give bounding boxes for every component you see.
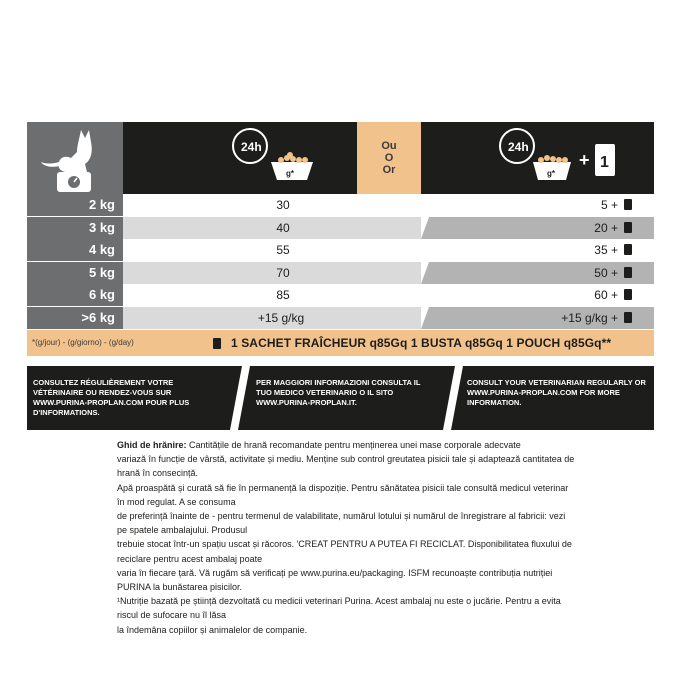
clock-24h-icon bbox=[233, 129, 267, 163]
mixed-amount-cell bbox=[421, 239, 654, 261]
footer-en-line: INFORMATION. bbox=[467, 398, 522, 407]
legal-line: varia în fiecare țară. Vă rugăm să verificați pe www.purina.eu/packaging. ISFM recunoaște contribuția nutriției PURINA la bunăstarea pisicilor. bbox=[117, 567, 553, 593]
weight-label: 6 kg bbox=[27, 284, 123, 306]
or-it: O bbox=[384, 152, 394, 164]
dry-amount-cell bbox=[123, 307, 421, 329]
footer-fr-line: D'INFORMATIONS. bbox=[33, 408, 100, 417]
footer-en-line: WWW.PURINA-PROPLAN.COM FOR MORE bbox=[467, 388, 620, 397]
grams-label-dry: g* bbox=[286, 169, 294, 178]
header-cat-scale bbox=[27, 122, 123, 194]
or-fr: Ou bbox=[381, 140, 397, 152]
feeding-row bbox=[27, 284, 654, 306]
footer-fr-line: VÉTÉRINAIRE OU RENDEZ-VOUS SUR bbox=[33, 388, 172, 397]
weight-label: 4 kg bbox=[27, 239, 123, 261]
feeding-row bbox=[27, 307, 654, 329]
row-shading bbox=[421, 194, 654, 216]
dry-amount-cell bbox=[123, 239, 421, 261]
pouch-icon bbox=[213, 338, 221, 349]
weight-label: >6 kg bbox=[27, 307, 123, 329]
mixed-amount-cell bbox=[421, 262, 654, 284]
mixed-amount-cell bbox=[421, 284, 654, 306]
dry-bowl-icon bbox=[533, 155, 571, 180]
mixed-amount-cell bbox=[421, 194, 654, 216]
footer-en bbox=[453, 366, 654, 430]
dry-amount-cell bbox=[123, 262, 421, 284]
footer-it-line: TUO MEDICO VETERINARIO O IL SITO bbox=[256, 388, 394, 397]
row-shading bbox=[421, 217, 654, 239]
or-en: Or bbox=[382, 164, 396, 176]
or-separator bbox=[357, 122, 421, 194]
pouch-icon bbox=[624, 312, 632, 323]
header-mixed-food bbox=[421, 122, 654, 194]
plus-one-label: 1 bbox=[600, 154, 609, 171]
units-and-pouch-row bbox=[27, 330, 654, 356]
pouch-icon bbox=[624, 222, 632, 233]
feeding-guide-text bbox=[117, 438, 577, 637]
plus-sign: + bbox=[579, 150, 590, 170]
footer-divider bbox=[230, 366, 250, 430]
pouch-icon bbox=[624, 267, 632, 278]
weight-label: 5 kg bbox=[27, 262, 123, 284]
dry-amount: 55 bbox=[276, 243, 290, 258]
mixed-amount: +15 g/kg + bbox=[561, 311, 618, 325]
dry-amount: 40 bbox=[276, 220, 290, 235]
pouch-one-icon bbox=[595, 144, 615, 176]
dry-amount-cell bbox=[123, 217, 421, 239]
clock-label-2: 24h bbox=[508, 140, 529, 154]
footer-it-line: WWW.PURINA-PROPLAN.IT. bbox=[256, 398, 357, 407]
dry-amount-cell bbox=[123, 194, 421, 216]
clock-label: 24h bbox=[241, 140, 262, 154]
feeding-table bbox=[27, 122, 654, 430]
footer-en-line: CONSULT YOUR VETERINARIAN REGULARLY OR bbox=[467, 378, 646, 387]
feeding-row bbox=[27, 217, 654, 239]
dry-bowl-icon bbox=[271, 152, 313, 180]
row-shading bbox=[421, 284, 654, 306]
mixed-amount: 20 + bbox=[594, 220, 618, 235]
footer-fr bbox=[27, 366, 240, 430]
pouch-size-label: 1 SACHET FRAÎCHEUR q85Gq 1 BUSTA q85Gq 1 POUCH q85Gq** bbox=[231, 336, 612, 350]
row-shading bbox=[421, 262, 654, 284]
row-shading bbox=[421, 239, 654, 261]
pouch-icon bbox=[624, 244, 632, 255]
mixed-amount: 60 + bbox=[594, 288, 618, 303]
weight-label: 3 kg bbox=[27, 217, 123, 239]
pouch-icon bbox=[624, 199, 632, 210]
pouch-icon bbox=[624, 289, 632, 300]
clock-24h-icon bbox=[500, 129, 534, 163]
footer-it bbox=[240, 366, 453, 430]
legal-line: Cantitățile de hrană recomandate pentru menținerea unei mase corporale adecvate bbox=[186, 440, 521, 450]
dry-amount: +15 g/kg bbox=[257, 311, 305, 325]
feeding-row bbox=[27, 239, 654, 261]
dry-amount: 70 bbox=[276, 265, 290, 280]
footer-fr-line: WWW.PURINA-PROPLAN.COM POUR PLUS bbox=[33, 398, 190, 407]
mixed-amount: 35 + bbox=[594, 243, 618, 258]
legal-line: ¹Nutriție bazată pe știință dezvoltată cu medicii veterinari Purina. Acest ambalaj nu este o jucărie. Pentru a evita riscul de sufocare nu îl lăsa bbox=[117, 596, 561, 621]
footer-fr-line: CONSULTEZ RÉGULIÈREMENT VOTRE bbox=[33, 378, 174, 387]
legal-line: la îndemâna copiilor și animalelor de companie. bbox=[117, 624, 308, 635]
legal-line: variază în funcție de vârstă, activitate și mediu. Menține sub control greutatea pisicii tale și adaptează cantitatea de hrană în consecință. bbox=[117, 454, 575, 479]
units-label: *(g/jour) - (g/giorno) - (g/day) bbox=[32, 338, 134, 347]
feeding-row bbox=[27, 194, 654, 216]
legal-line: trebuie stocat într-un spațiu uscat și răcoros. 'CREAT PENTRU A PUTEA FI RECICLAT. Disponibilitatea fluxului de reciclare pentru acest ambalaj poate bbox=[117, 539, 572, 564]
mixed-amount-cell bbox=[421, 307, 654, 329]
row-shading bbox=[421, 307, 654, 329]
mixed-amount-cell bbox=[421, 217, 654, 239]
dry-amount: 85 bbox=[276, 288, 290, 303]
dry-amount: 30 bbox=[276, 198, 290, 212]
footer-divider bbox=[443, 366, 463, 430]
header-dry-food bbox=[123, 122, 357, 194]
feeding-row bbox=[27, 262, 654, 284]
mixed-amount: 5 + bbox=[600, 198, 618, 212]
grams-label-mixed: g* bbox=[547, 169, 555, 178]
legal-line: de preferință înainte de - pentru termenul de valabilitate, numărul lotului și numărul de înregistrare al fabricii: vezi pe spatele ambalajului. Produsul bbox=[117, 511, 566, 536]
cat-on-scale-icon bbox=[27, 122, 123, 194]
weight-label: 2 kg bbox=[27, 194, 123, 216]
mixed-amount: 50 + bbox=[594, 265, 618, 280]
feeding-guide-heading: Ghid de hrănire: bbox=[117, 440, 187, 450]
dry-amount-cell bbox=[123, 284, 421, 306]
legal-line: Apă proaspătă și curată să fie în permanență la dispoziție. Pentru sănătatea pisicii tale consultă medicul veterinar în mod regulat. A se consuma bbox=[117, 482, 569, 507]
footer-it-line: PER MAGGIORI INFORMAZIONI CONSULTA IL bbox=[256, 378, 421, 387]
